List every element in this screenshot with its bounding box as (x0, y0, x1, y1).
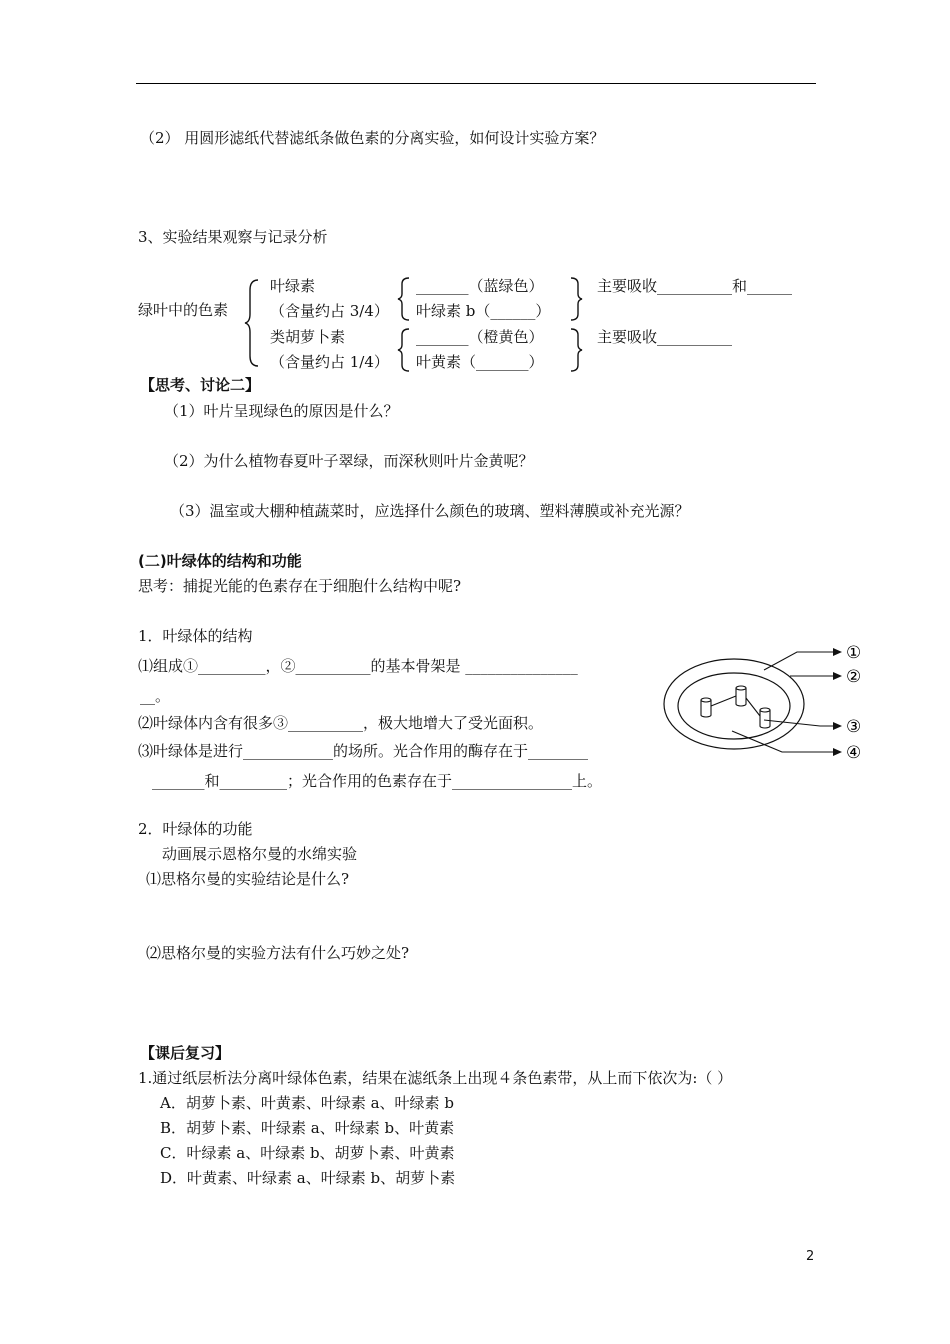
arrowheads (833, 648, 842, 756)
discuss2-q3: （3）温室或大棚种植蔬菜时，应选择什么颜色的玻璃、塑料薄膜或补充光源？ (170, 502, 690, 520)
diagram-label-3: ③ (846, 717, 862, 737)
inner-membrane (678, 673, 790, 739)
function-animation: 动画展示恩格尔曼的水绵实验 (162, 845, 358, 863)
grana-stacks (701, 686, 770, 728)
review-option-c: C．叶绿素 a、叶绿素 b、胡萝卜素、叶黄素 (160, 1144, 455, 1162)
carotenoid-amount: （含量约占 1/4） (270, 353, 389, 371)
function-q1: ⑴思格尔曼的实验结论是什么? (146, 870, 350, 888)
diagram-label-2: ② (846, 667, 862, 687)
pigment-root-label: 绿叶中的色素 (138, 301, 229, 319)
carotenoid-close-brace (569, 327, 583, 373)
xanthophyll-row: 叶黄素（_______） (416, 353, 544, 371)
discuss2-q1: （1）叶片呈现绿色的原因是什么？ (164, 402, 399, 420)
discuss2-q2: （2）为什么植物春夏叶子翠绿，而深秋则叶片金黄呢？ (164, 452, 534, 470)
chlorophyll-b-row: 叶绿素 b（______） (416, 302, 551, 320)
review-option-d: D．叶黄素、叶绿素 a、叶绿素 b、胡萝卜素 (160, 1169, 456, 1187)
page-number: 2 (806, 1249, 815, 1264)
structure-line-4: _______和_________；光合作用的色素存在于________________上。 (152, 772, 603, 790)
diagram-label-4: ④ (846, 743, 862, 763)
chlorophyll-amount: （含量约占 3/4） (270, 302, 389, 320)
function-q2: ⑵思格尔曼的实验方法有什么巧妙之处? (146, 944, 410, 962)
carotenoid-brace (397, 327, 411, 373)
absorb-chlorophyll: 主要吸收__________和______ (597, 277, 793, 295)
review-q1: 1.通过纸层析法分离叶绿体色素，结果在滤纸条上出现４条色素带，从上而下依次为:（ ） (138, 1069, 733, 1087)
carotene-row: _______（橙黄色） (416, 328, 544, 346)
section-3-title: 3、实验结果观察与记录分析 (138, 228, 328, 246)
header-rule (136, 83, 816, 84)
chlorophyll-close-brace (569, 276, 583, 322)
chlorophyll-label: 叶绿素 (270, 277, 316, 295)
structure-title: 1．叶绿体的结构 (138, 627, 253, 645)
part2-title: (二)叶绿体的结构和功能 (138, 552, 302, 570)
carotenoid-label: 类胡萝卜素 (270, 328, 346, 346)
big-brace (244, 278, 260, 368)
diagram-label-1: ① (846, 643, 862, 663)
structure-line-2: ⑵叶绿体内含有很多③__________，极大地增大了受光面积。 (138, 714, 544, 732)
pointer-lines (732, 652, 835, 752)
absorb-carotenoid: 主要吸收__________ (597, 328, 733, 346)
review-option-a: A．胡萝卜素、叶黄素、叶绿素 a、叶绿素 b (160, 1094, 454, 1112)
structure-line-1: ⑴组成①_________，②__________的基本骨架是 _______________ (138, 657, 578, 675)
review-option-b: B．胡萝卜素、叶绿素 a、叶绿素 b、叶黄素 (160, 1119, 455, 1137)
question-2: （2） 用圆形滤纸代替滤纸条做色素的分离实验，如何设计实验方案？ (140, 129, 605, 147)
structure-line-1b: __。 (140, 687, 171, 705)
part2-think: 思考：捕捉光能的色素存在于细胞什么结构中呢? (138, 577, 462, 595)
chloroplast-diagram (660, 640, 875, 765)
chlorophyll-a-row: _______（蓝绿色） (416, 277, 544, 295)
discuss2-title: 【思考、讨论二】 (140, 376, 261, 394)
review-title: 【课后复习】 (140, 1044, 231, 1062)
function-title: 2．叶绿体的功能 (138, 820, 253, 838)
chlorophyll-brace (397, 276, 411, 322)
structure-line-3: ⑶叶绿体是进行____________的场所。光合作用的酶存在于________ (138, 742, 589, 760)
